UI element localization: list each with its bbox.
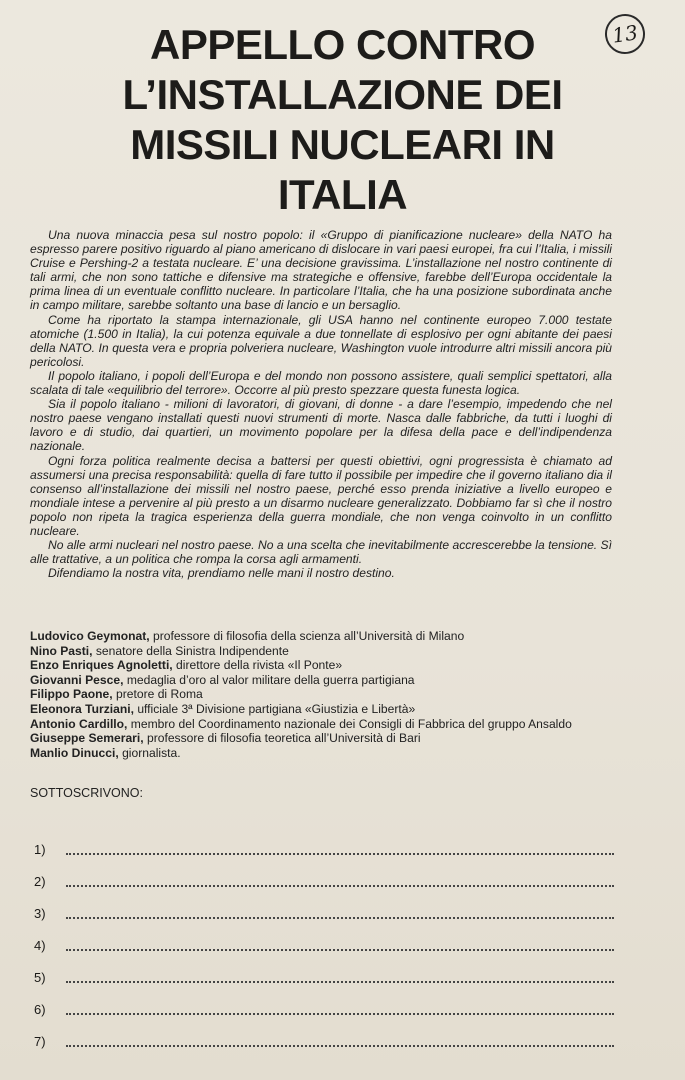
signatory-name: Filippo Paone, <box>30 687 113 702</box>
signatory-role: senatore della Sinistra Indipendente <box>95 643 289 658</box>
page-title <box>0 20 685 220</box>
title-line: L’INSTALLAZIONE DEI <box>122 71 563 118</box>
signatory-role: medaglia d’oro al valor militare della guerra partigiana <box>126 672 415 687</box>
signatories-list <box>30 629 630 760</box>
line-number: 5) <box>34 970 46 985</box>
dotted-blank[interactable] <box>66 1033 614 1047</box>
title-line: APPELLO CONTRO <box>149 21 535 68</box>
signatory-role: professore di filosofia teoretica all’Università di Bari <box>146 731 421 746</box>
paragraph: Come ha riportato la stampa internazionale, gli USA hanno nel continente europeo 7.000 testate atomiche (1.500 in Italia), la cui potenza equivale a due tonnellate di esplosivo per ogni abitante dei paesi della NATO. In questa vera e propria polveriera nucleare, Washington vuole introdurre altri missili ancora più pericolosi. <box>30 312 612 369</box>
paragraph: Difendiamo la nostra vita, prendiamo nelle mani il nostro destino. <box>48 566 395 581</box>
signature-line[interactable] <box>34 1018 614 1050</box>
dotted-blank[interactable] <box>66 841 614 855</box>
signatory-role: pretore di Roma <box>116 687 203 702</box>
signatory <box>30 644 630 659</box>
signatory <box>30 717 630 732</box>
signatory <box>30 673 630 688</box>
signature-line[interactable] <box>34 826 614 858</box>
signatory <box>30 629 630 644</box>
paragraph: Ogni forza politica realmente decisa a battersi per questi obiettivi, ogni progressista è chiamato ad assumersi una precisa responsabilità: quella di fare tutto il possibile per impedire che il governo italiano dia il consenso all’installazione dei missili nel nostro paese, perché esso prenda iniziative a livello europeo e mondiale intese a pervenire al più presto a un disarmo nucleare generalizzato. Dobbiamo far sì che il nostro popolo non ripeta la tragica esperienza della guerra mondiale, che non venga coinvolto in un conflitto nucleare. <box>30 453 612 538</box>
page-number-text: 13 <box>610 20 640 48</box>
dotted-blank[interactable] <box>66 937 614 951</box>
signature-line[interactable] <box>34 922 614 954</box>
signatory-name: Eleonora Turziani, <box>30 701 134 716</box>
dotted-blank[interactable] <box>66 905 614 919</box>
line-number: 4) <box>34 938 46 953</box>
signatory-name: Manlio Dinucci, <box>30 745 119 760</box>
dotted-blank[interactable] <box>66 969 614 983</box>
paragraph: Una nuova minaccia pesa sul nostro popolo: il «Gruppo di pianificazione nucleare» della NATO ha espresso parere positivo riguardo al piano americano di dislocare in vari paesi europei, fra cui l’Italia, i missili Cruise e Pershing-2 a testata nucleare. E’ una decisione gravissima. L’installazione nel nostro continente di tali armi, che non sono tattiche e difensive ma strategiche e offensive, farebbe dell’Europa occidentale la prima linea di un eventuale conflitto nucleare. In particolare l’Italia, che ha una posizione subordinata anche in campo militare, sarebbe soltanto una base di lancio e un bersaglio. <box>30 228 612 313</box>
signature-line[interactable] <box>34 890 614 922</box>
signatory <box>30 702 630 717</box>
signatory <box>30 746 630 761</box>
paragraph: Sia il popolo italiano - milioni di lavoratori, di giovani, di donne - a dare l’esempio, impedendo che nel nostro paese vengano installati questi nuovi strumenti di morte. Nasca dalle fabbriche, da tutti i luoghi di lavoro e di studio, dai quartieri, un movimento popolare per la difesa della pace e dell’indipendenza nazionale. <box>30 397 612 454</box>
line-number: 7) <box>34 1034 46 1049</box>
dotted-blank[interactable] <box>66 1001 614 1015</box>
signatory <box>30 731 630 746</box>
signature-line[interactable] <box>34 858 614 890</box>
signatory-name: Antonio Cardillo, <box>30 716 128 731</box>
appeal-body <box>30 228 612 580</box>
signatory-name: Enzo Enriques Agnoletti, <box>30 658 173 673</box>
signatory-role: ufficiale 3ª Divisione partigiana «Giustizia e Libertà» <box>137 701 416 716</box>
title-line: ITALIA <box>277 171 408 218</box>
signatory <box>30 687 630 702</box>
signatory-role: giornalista. <box>122 745 181 760</box>
subscribe-label: SOTTOSCRIVONO: <box>30 786 143 800</box>
signatory-name: Nino Pasti, <box>30 643 93 658</box>
signatory-name: Giovanni Pesce, <box>30 672 124 687</box>
signature-lines <box>34 826 614 1050</box>
signatory <box>30 658 630 673</box>
signatory-name: Ludovico Geymonat, <box>30 629 150 643</box>
signatory-name: Giuseppe Semerari, <box>30 731 144 746</box>
line-number: 1) <box>34 842 46 857</box>
line-number: 2) <box>34 874 46 889</box>
title-line: MISSILI NUCLEARI IN <box>130 121 555 168</box>
signatory-role: membro del Coordinamento nazionale dei Consigli di Fabbrica del gruppo Ansaldo <box>130 716 572 731</box>
line-number: 6) <box>34 1002 46 1017</box>
line-number: 3) <box>34 906 46 921</box>
signature-line[interactable] <box>34 954 614 986</box>
dotted-blank[interactable] <box>66 873 614 887</box>
signatory-role: professore di filosofia della scienza all’Università di Milano <box>152 629 465 643</box>
paragraph: No alle armi nucleari nel nostro paese. No a una scelta che inevitabilmente accrescerebbe la tensione. Sì alle trattative, a un politica che rompa la corsa agli armamenti. <box>30 538 612 567</box>
signature-line[interactable] <box>34 986 614 1018</box>
paragraph: Il popolo italiano, i popoli dell’Europa e del mondo non possono assistere, quali semplici spettatori, alla scalata di tale «equilibrio del terrore». Occorre al più presto spezzare questa funesta logica. <box>30 368 612 398</box>
signatory-role: direttore della rivista «Il Ponte» <box>176 658 343 673</box>
